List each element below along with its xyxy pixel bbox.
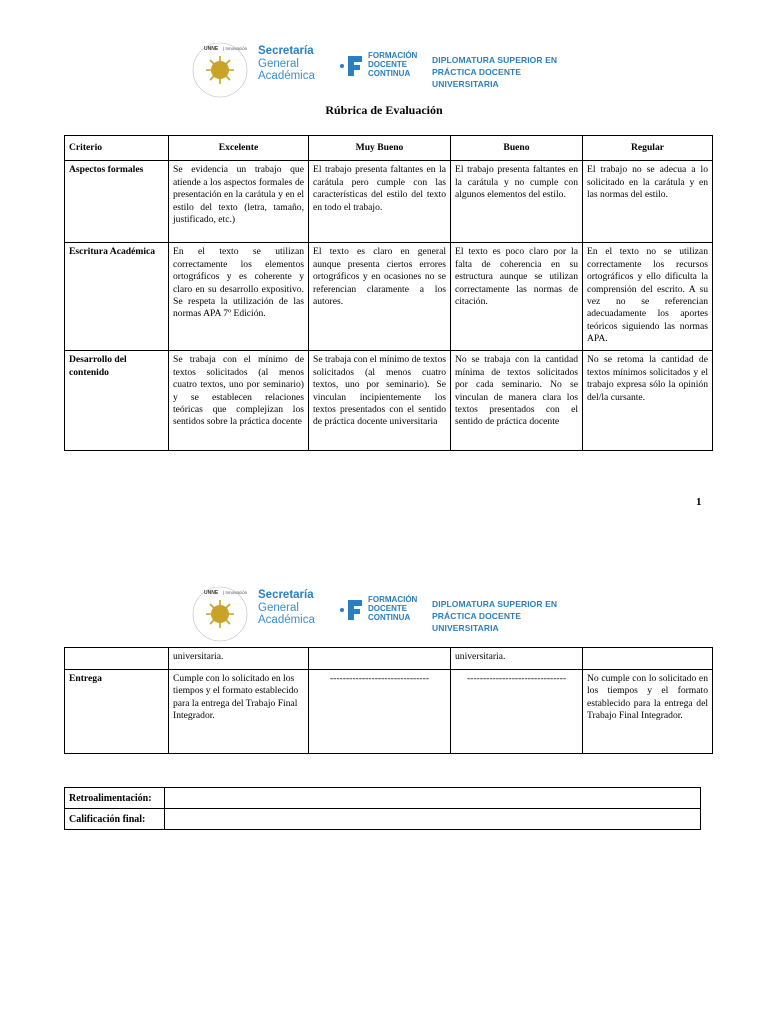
page-number: 1 [696,496,702,508]
header-muy-bueno: Muy Bueno [309,136,451,161]
calificacion-label: Calificación final: [65,809,165,830]
secretaria-logo-text: Secretaría General Académica [258,589,315,626]
rubric-cell [583,648,713,670]
calificacion-field[interactable] [165,809,701,830]
svg-text:UNNE: UNNE [204,46,219,52]
svg-text:| Innovación: | Innovación [223,590,248,595]
formacion-logo-text: FORMACIÓN DOCENTE CONTINUA [368,51,418,78]
header-regular: Regular [583,136,713,161]
rubric-cell: En el texto no se utilizan correctamente los recursos ortográficos y ello dificulta la comprensión del escrito. A su vez no se referencian adecuadamente los aportes teóricos siguiendo las normas APA. [583,243,713,351]
table-row [65,788,701,809]
feedback-table [64,787,701,830]
table-row [65,670,713,754]
formacion-logo-icon [338,52,364,78]
criterion-cell: Entrega [65,670,169,754]
criterion-cell: Aspectos formales [65,161,169,243]
svg-text:| Innovación: | Innovación [223,46,248,51]
retroalimentacion-field[interactable] [165,788,701,809]
rubric-cell: ------------------------------- [309,670,451,754]
formacion-logo-icon [338,596,364,622]
table-row [65,161,713,243]
criterion-cell: Escritura Académica [65,243,169,351]
rubric-cell: El trabajo presenta faltantes en la carátula y no cumple con algunos elementos del estilo. [451,161,583,243]
rubric-cell [65,648,169,670]
page1-header [190,40,590,104]
header-bueno: Bueno [451,136,583,161]
diplomatura-logo-text: DIPLOMATURA SUPERIOR EN PRÁCTICA DOCENTE UNIVERSITARIA [432,599,558,633]
diplomatura-logo-text: DIPLOMATURA SUPERIOR EN PRÁCTICA DOCENTE UNIVERSITARIA [432,55,558,89]
rubric-cell [309,648,451,670]
rubric-cell: El trabajo presenta faltantes en la carátula pero cumple con las características del estilo del texto en todo el trabajo. [309,161,451,243]
header-excelente: Excelente [169,136,309,161]
secretaria-logo-text: Secretaría General Académica [258,45,315,82]
table-row [65,648,713,670]
svg-text:UNNE: UNNE [204,590,219,596]
rubric-cell: universitaria. [169,648,309,670]
rubric-cell: No cumple con lo solicitado en los tiempos y el formato establecido para la entrega del Trabajo Final Integrador. [583,670,713,754]
unne-seal-icon [190,584,250,644]
rubric-cell: El texto es claro en general aunque presenta ciertos errores ortográficos y en ocasiones no se referencian claramente a los autores. [309,243,451,351]
rubric-cell: Se trabaja con el mínimo de textos solicitados (al menos cuatro textos, uno por seminario). Se vinculan incipientemente los textos presentados con el sentido de práctica docente universitaria [309,351,451,451]
page2-header [190,584,590,648]
rubric-cell: El texto es poco claro por la falta de coherencia en su estructura aunque se utilizan correctamente las normas de citación. [451,243,583,351]
rubric-table-continued [64,647,713,754]
rubric-cell: universitaria. [451,648,583,670]
table-row [65,351,713,451]
rubric-cell: Se trabaja con el mínimo de textos solicitados (al menos cuatro textos, uno por seminario) y se establecen relaciones teóricas que complejizan los sentidos sobre la práctica docente [169,351,309,451]
rubric-cell: En el texto se utilizan correctamente los elementos ortográficos y es coherente y claro en su desarrollo expositivo. Se respeta la utilización de las normas APA 7º Edición. [169,243,309,351]
table-row [65,243,713,351]
rubric-cell: Cumple con lo solicitado en los tiempos y el formato establecido para la entrega del Trabajo Final Integrador. [169,670,309,754]
rubric-header-row [65,136,713,161]
retroalimentacion-label: Retroalimentación: [65,788,165,809]
criterion-cell: Desarrollo del contenido [65,351,169,451]
rubric-cell: No se trabaja con la cantidad mínima de textos solicitados por cada seminario. No se vinculan de manera clara los textos presentados con el sentido de práctica docente [451,351,583,451]
table-row [65,809,701,830]
rubric-cell: El trabajo no se adecua a lo solicitado en la carátula y en las normas del estilo. [583,161,713,243]
rubric-cell: No se retoma la cantidad de textos mínimos solicitados y el trabajo expresa sólo la opinión del/la cursante. [583,351,713,451]
formacion-logo-text: FORMACIÓN DOCENTE CONTINUA [368,595,418,622]
rubric-cell: Se evidencia un trabajo que atiende a los aspectos formales de presentación en la carátula y en el estilo del texto (letra, tamaño, justificado, etc.) [169,161,309,243]
unne-seal-icon [190,40,250,100]
header-criterio: Criterio [65,136,169,161]
rubric-table [64,135,713,451]
rubric-cell: ------------------------------- [451,670,583,754]
document-title: Rúbrica de Evaluación [325,103,443,117]
